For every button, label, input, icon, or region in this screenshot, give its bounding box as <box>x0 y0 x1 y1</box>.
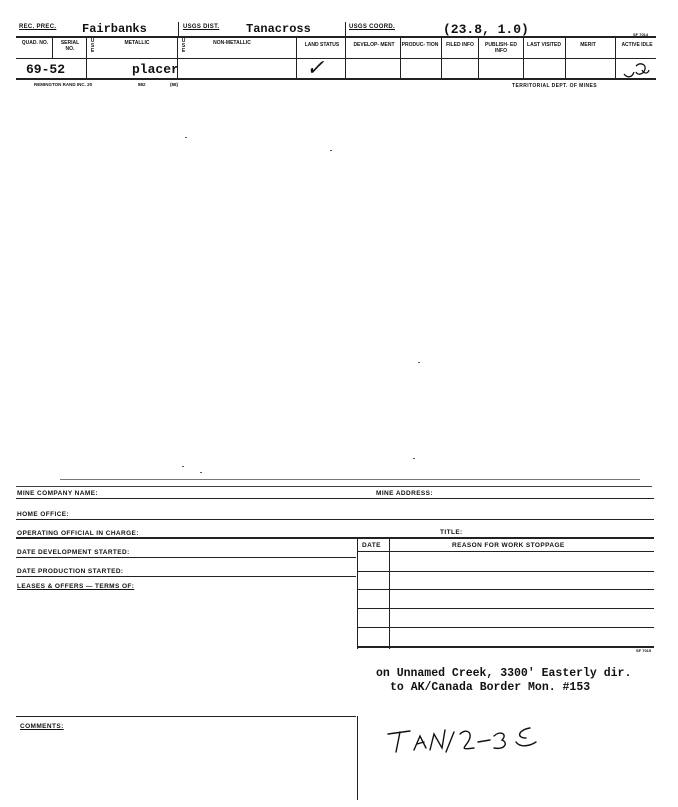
reason-column-header: REASON FOR WORK STOPPAGE <box>452 542 565 549</box>
card-edge <box>16 486 652 487</box>
operating-official-label: OPERATING OFFICIAL IN CHARGE: <box>17 530 139 537</box>
divider <box>400 38 401 78</box>
divider <box>357 537 358 649</box>
metallic-value: placer <box>132 62 179 77</box>
field-rule <box>16 576 356 577</box>
divider <box>86 38 87 78</box>
non-metallic-header: NON-METALLIC <box>213 40 251 46</box>
field-rule <box>16 537 654 539</box>
table-rule <box>357 608 654 609</box>
table-rule <box>357 589 654 590</box>
field-rule <box>16 519 654 520</box>
title-label: TITLE: <box>440 529 463 536</box>
divider <box>296 38 297 78</box>
location-note <box>376 667 631 695</box>
printer-code: 882 <box>138 82 146 87</box>
top-rule <box>16 36 656 38</box>
scan-speck <box>182 466 184 467</box>
handwritten-annotation-signature <box>382 720 552 760</box>
divider <box>389 537 390 649</box>
divider <box>178 22 179 36</box>
divider <box>523 38 524 78</box>
mine-address-label: MINE ADDRESS: <box>376 490 433 497</box>
table-rule <box>357 551 654 552</box>
form-number-bottom: SF 7015 <box>636 648 652 653</box>
divider <box>345 22 346 36</box>
metallic-header: METALLIC <box>124 40 150 46</box>
date-development-label: DATE DEVELOPMENT STARTED: <box>17 549 130 556</box>
rec-prec-value: Fairbanks <box>82 22 147 36</box>
usgs-dist-label: USGS DIST. <box>183 24 220 30</box>
form-number-top: SF 7014 <box>633 32 649 37</box>
divider <box>441 38 442 78</box>
date-column-header: DATE <box>362 542 381 549</box>
card-top-edge <box>60 479 640 480</box>
field-rule <box>16 498 654 499</box>
table-rule <box>357 571 654 572</box>
location-note-line-2: to AK/Canada Border Mon. #153 <box>390 681 591 694</box>
quad-serial-value: 69-52 <box>26 62 66 77</box>
bottom-rule-top-card <box>16 78 656 80</box>
mine-company-name-label: MINE COMPANY NAME: <box>17 490 98 497</box>
scan-speck <box>185 137 187 138</box>
divider <box>345 38 346 78</box>
comments-label: COMMENTS: <box>20 723 64 730</box>
divider <box>615 38 616 78</box>
home-office-label: HOME OFFICE: <box>17 511 70 518</box>
field-rule <box>16 557 356 558</box>
location-note-line-1: on Unnamed Creek, 3300' Easterly dir. <box>376 667 632 680</box>
land-status-header: LAND STATUS <box>304 42 340 48</box>
active-idle-scribble-icon <box>618 60 652 80</box>
land-status-check-mark: ✓ <box>306 56 325 81</box>
scan-speck <box>330 150 332 151</box>
merit-header: MERIT <box>580 42 596 48</box>
header-rule <box>16 58 656 59</box>
usgs-coord-label: USGS COORD. <box>349 24 395 30</box>
divider <box>478 38 479 78</box>
divider <box>357 716 358 800</box>
scan-speck <box>200 472 202 473</box>
table-rule <box>357 646 654 648</box>
active-idle-header: ACTIVE IDLE <box>621 42 653 48</box>
filed-info-header: FILED INFO <box>446 42 474 48</box>
divider <box>52 38 53 58</box>
scan-speck <box>413 458 415 459</box>
quad-no-header: QUAD. NO. <box>21 40 49 46</box>
usgs-dist-value: Tanacross <box>246 22 311 36</box>
table-rule <box>357 627 654 628</box>
development-header: DEVELOP- MENT <box>353 42 395 48</box>
usgs-coord-value: (23.8, 1.0) <box>443 22 529 37</box>
use-column-1-header: U S E <box>90 38 95 54</box>
serial-no-header: SERIAL NO. <box>60 40 80 52</box>
field-rule <box>16 716 356 717</box>
territorial-dept-label: TERRITORIAL DEPT. OF MINES <box>512 83 597 89</box>
rec-prec-label: REC. PREC. <box>19 24 57 30</box>
production-header: PRODUC- TION <box>401 42 439 48</box>
printer-code-2: (88) <box>170 82 179 87</box>
use-column-2-header: U S E <box>181 38 186 54</box>
last-visited-header: LAST VISITED <box>527 42 561 48</box>
printer-label: REMINGTON RAND INC. 20 <box>34 82 93 87</box>
date-production-label: DATE PRODUCTION STARTED: <box>17 568 124 575</box>
scan-speck <box>418 362 420 363</box>
divider <box>565 38 566 78</box>
leases-offers-label: LEASES & OFFERS — TERMS OF: <box>17 583 135 590</box>
published-info-header: PUBLISH- ED INFO <box>485 42 517 54</box>
